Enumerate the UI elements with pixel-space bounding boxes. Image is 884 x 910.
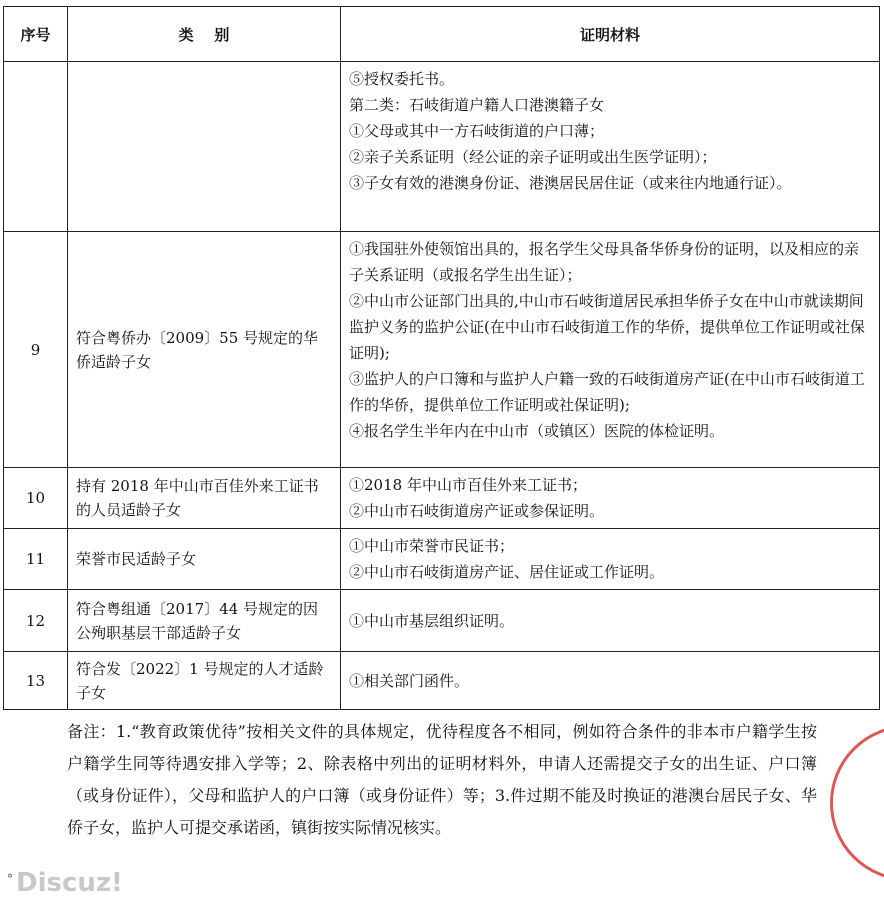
material-item: ①中山市基层组织证明。 [349,611,515,630]
row-num: 11 [4,529,68,590]
table-row [4,468,880,529]
material-item: ①我国驻外使领馆出具的，报名学生父母具备华侨身份的证明，以及相应的亲子关系证明（或报名学生出生证）； [349,240,860,284]
row-materials [341,62,880,232]
material-item: ①中山市荣誉市民证书； [349,537,515,555]
material-item: ③子女有效的港澳身份证、港澳居民居住证（或来往内地通行证）。 [349,174,792,192]
material-item: ①2018 年中山市百佳外来工证书； [349,476,587,494]
table-row [4,590,880,652]
table-row [4,652,880,710]
row-num: 12 [4,590,68,652]
watermark-text: Discuz! [16,868,123,898]
material-item: ③监护人的户口簿和与监护人户籍一致的石岐街道房产证(在中山市石岐街道工作的华侨，提供单位工作证明或社保证明); [349,370,865,414]
material-item: ④报名学生半年内在中山市（或镇区）医院的体检证明。 [349,422,725,440]
header-materials: 证明材料 [341,7,880,62]
row-category: 符合粤侨办〔2009〕55 号规定的华侨适龄子女 [68,232,341,468]
material-item: ①父母或其中一方石岐街道的户口薄； [349,122,605,140]
row-materials [341,590,880,652]
row-materials [341,232,880,468]
table-row [4,62,880,232]
header-num: 序号 [4,7,68,62]
row-num: 10 [4,468,68,529]
material-item: 第二类：石岐街道户籍人口港澳籍子女 [349,96,605,114]
row-materials [341,529,880,590]
materials-table [3,6,880,710]
material-item: ①相关部门函件。 [349,671,470,690]
material-item: ②亲子关系证明（经公证的亲子证明或出生医学证明）； [349,148,717,166]
row-num: 13 [4,652,68,710]
red-seal-stamp [830,725,884,881]
row-category: 符合发〔2022〕1 号规定的人才适龄子女 [68,652,341,710]
row-category: 持有 2018 年中山市百佳外来工证书的人员适龄子女 [68,468,341,529]
remarks-note: 备注：1.“教育政策优待”按相关文件的具体规定，优待程度各不相同，例如符合条件的非本市户籍学生按户籍学生同等待遇安排入学等；2、除表格中列出的证明材料外，申请人还需提交子女的出生证、户口簿（或身份证件），父母和监护人的户口簿（或身份证件）等；3.件过期不能及时换证的港澳台居民子女、华侨子女，监护人可提交承诺函，镇街按实际情况核实。 [67,722,817,837]
header-category: 类 别 [68,7,341,62]
row-materials [341,468,880,529]
row-materials [341,652,880,710]
table-row [4,232,880,468]
row-num [4,62,68,232]
table-row [4,529,880,590]
material-item: ②中山市石岐街道房产证、居住证或工作证明。 [349,563,665,581]
row-num: 9 [4,232,68,468]
dot-mark: ° [7,872,13,886]
material-item: ②中山市公证部门出具的,中山市石岐街道居民承担华侨子女在中山市就读期间监护义务的监护公证(在中山市石岐街道工作的华侨，提供单位工作证明或社保证明); [349,292,865,362]
row-category: 荣誉市民适龄子女 [68,529,341,590]
row-category [68,62,341,232]
material-item: ②中山市石岐街道房产证或参保证明。 [349,502,605,520]
material-item: ⑤授权委托书。 [349,70,455,88]
row-category: 符合粤组通〔2017〕44 号规定的因公殉职基层干部适龄子女 [68,590,341,652]
table-header-row [4,7,880,62]
